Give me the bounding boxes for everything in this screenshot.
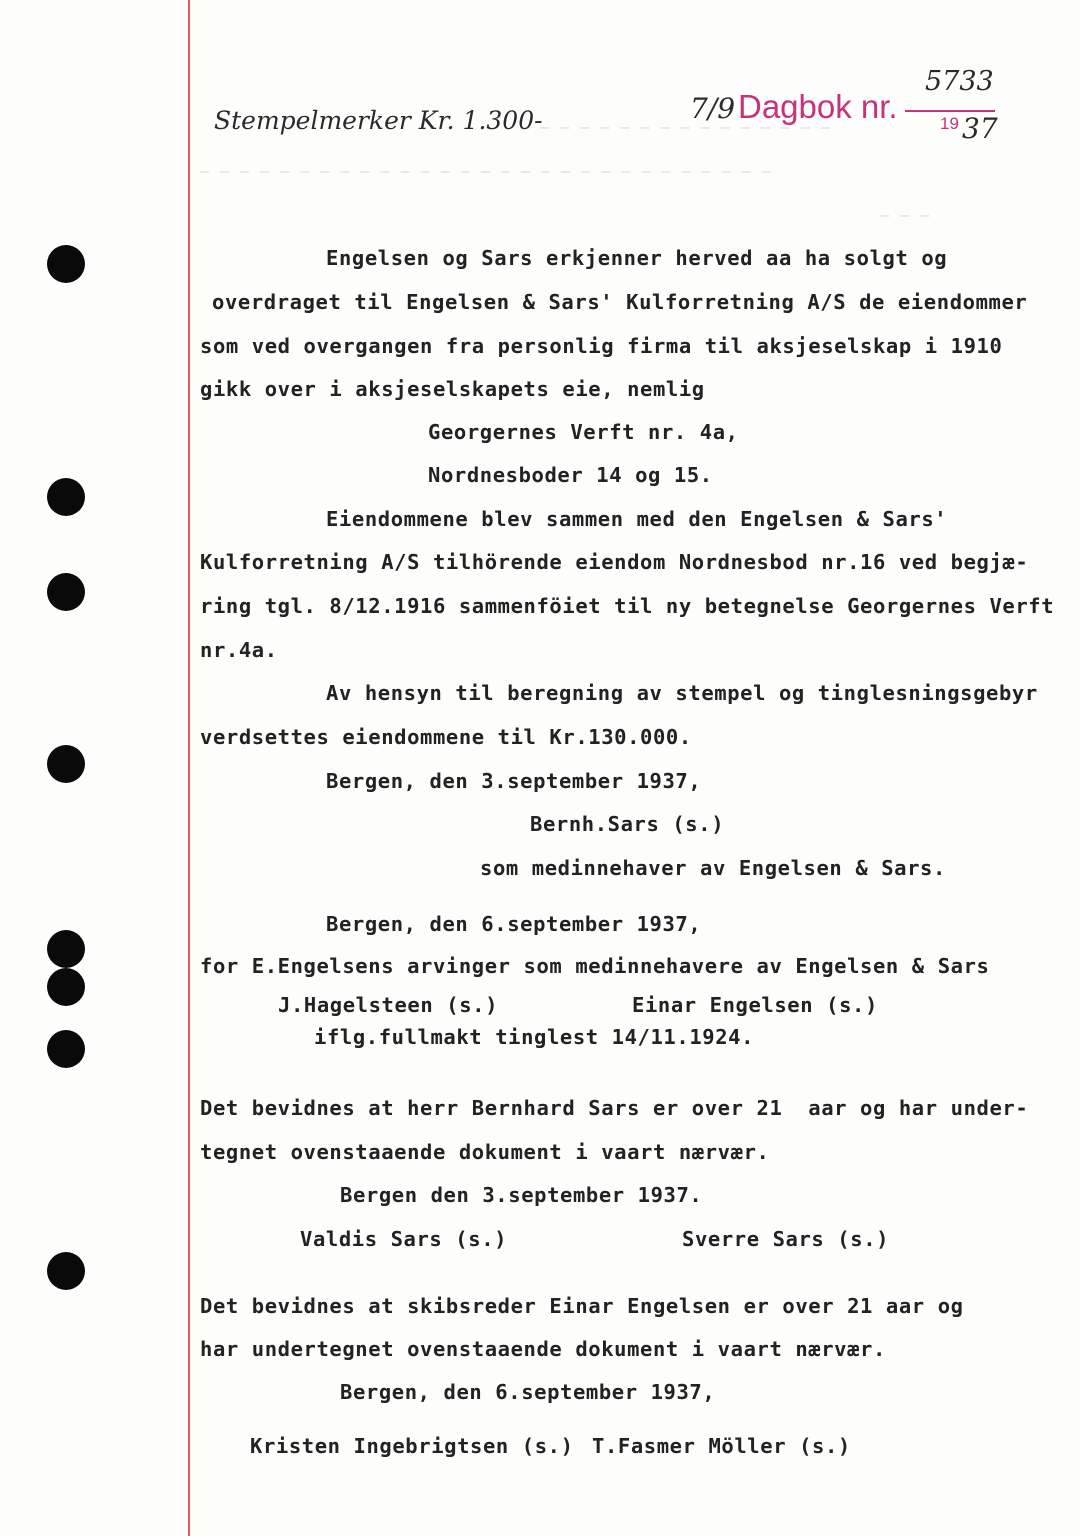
body-line: verdsettes eiendommene til Kr.130.000. xyxy=(200,725,692,749)
punch-hole xyxy=(47,245,85,283)
signature-line: Bernh.Sars (s.) xyxy=(530,812,725,836)
property-line: Nordnesboder 14 og 15. xyxy=(428,463,713,487)
signature-line: J.Hagelsteen (s.) xyxy=(278,993,499,1017)
place-date-line: Bergen, den 6.september 1937, xyxy=(340,1380,716,1404)
punch-hole xyxy=(47,1252,85,1290)
punch-hole xyxy=(47,1030,85,1068)
signature-line: T.Fasmer Möller (s.) xyxy=(592,1434,851,1458)
bleed-through-mark: — — — — — — — — — — — — — — — — xyxy=(520,118,831,136)
punch-hole xyxy=(47,930,85,968)
body-line: Eiendommene blev sammen med den Engelsen & Sars' xyxy=(326,507,948,531)
body-line: har undertegnet ovenstaaende dokument i vaart nærvær. xyxy=(200,1337,886,1361)
body-line: gikk over i aksjeselskapets eie, nemlig xyxy=(200,377,705,401)
body-line: som ved overgangen fra personlig firma til aksjeselskap i 1910 xyxy=(200,334,1003,358)
body-line: tegnet ovenstaaende dokument i vaart nærvær. xyxy=(200,1140,770,1164)
stamp-duty-note: Stempelmerker Kr. 1.300- xyxy=(214,106,543,135)
bleed-through-mark: — — — xyxy=(880,206,931,224)
punch-hole xyxy=(47,478,85,516)
signature-line: Valdis Sars (s.) xyxy=(300,1227,508,1251)
signature-line: Kristen Ingebrigtsen (s.) xyxy=(250,1434,574,1458)
body-line: som medinnehaver av Engelsen & Sars. xyxy=(480,856,946,880)
year-suffix: 37 xyxy=(962,112,998,145)
punch-hole xyxy=(47,573,85,611)
property-line: Georgernes Verft nr. 4a, xyxy=(428,420,739,444)
body-line: Det bevidnes at skibsreder Einar Engelsen er over 21 aar og xyxy=(200,1294,964,1318)
punch-hole xyxy=(47,968,85,1006)
margin-rule xyxy=(188,0,190,1536)
body-line: nr.4a. xyxy=(200,638,278,662)
body-line: Av hensyn til beregning av stempel og tinglesningsgebyr xyxy=(326,681,1038,705)
signature-line: Einar Engelsen (s.) xyxy=(632,993,878,1017)
body-line: Engelsen og Sars erkjenner herved aa ha solgt og xyxy=(326,246,948,270)
place-date-line: Bergen, den 6.september 1937, xyxy=(326,912,702,936)
body-line: for E.Engelsens arvinger som medinnehavere av Engelsen & Sars xyxy=(200,954,990,978)
date-note: 7/9 xyxy=(690,92,736,125)
body-line: Kulforretning A/S tilhörende eiendom Nordnesbod nr.16 ved begjæ- xyxy=(200,550,1029,574)
body-line: iflg.fullmakt tinglest 14/11.1924. xyxy=(314,1025,755,1049)
dagbok-stamp-label: Dagbok nr. xyxy=(738,88,898,125)
body-line: ring tgl. 8/12.1916 sammenföiet til ny betegnelse Georgernes Verft xyxy=(200,594,1055,618)
body-line: Det bevidnes at herr Bernhard Sars er over 21 aar og har under- xyxy=(200,1096,1029,1120)
dagbok-number: 5733 xyxy=(925,66,994,97)
year-prefix: 19 xyxy=(940,114,959,133)
place-date-line: Bergen, den 3.september 1937, xyxy=(326,769,702,793)
place-date-line: Bergen den 3.september 1937. xyxy=(340,1183,703,1207)
bleed-through-mark: — — — — — — — — — — — — — — — — — — — — — — — — — — — — — xyxy=(200,162,772,180)
body-line: overdraget til Engelsen & Sars' Kulforretning A/S de eiendommer xyxy=(212,290,1028,314)
signature-line: Sverre Sars (s.) xyxy=(682,1227,890,1251)
punch-hole xyxy=(47,745,85,783)
